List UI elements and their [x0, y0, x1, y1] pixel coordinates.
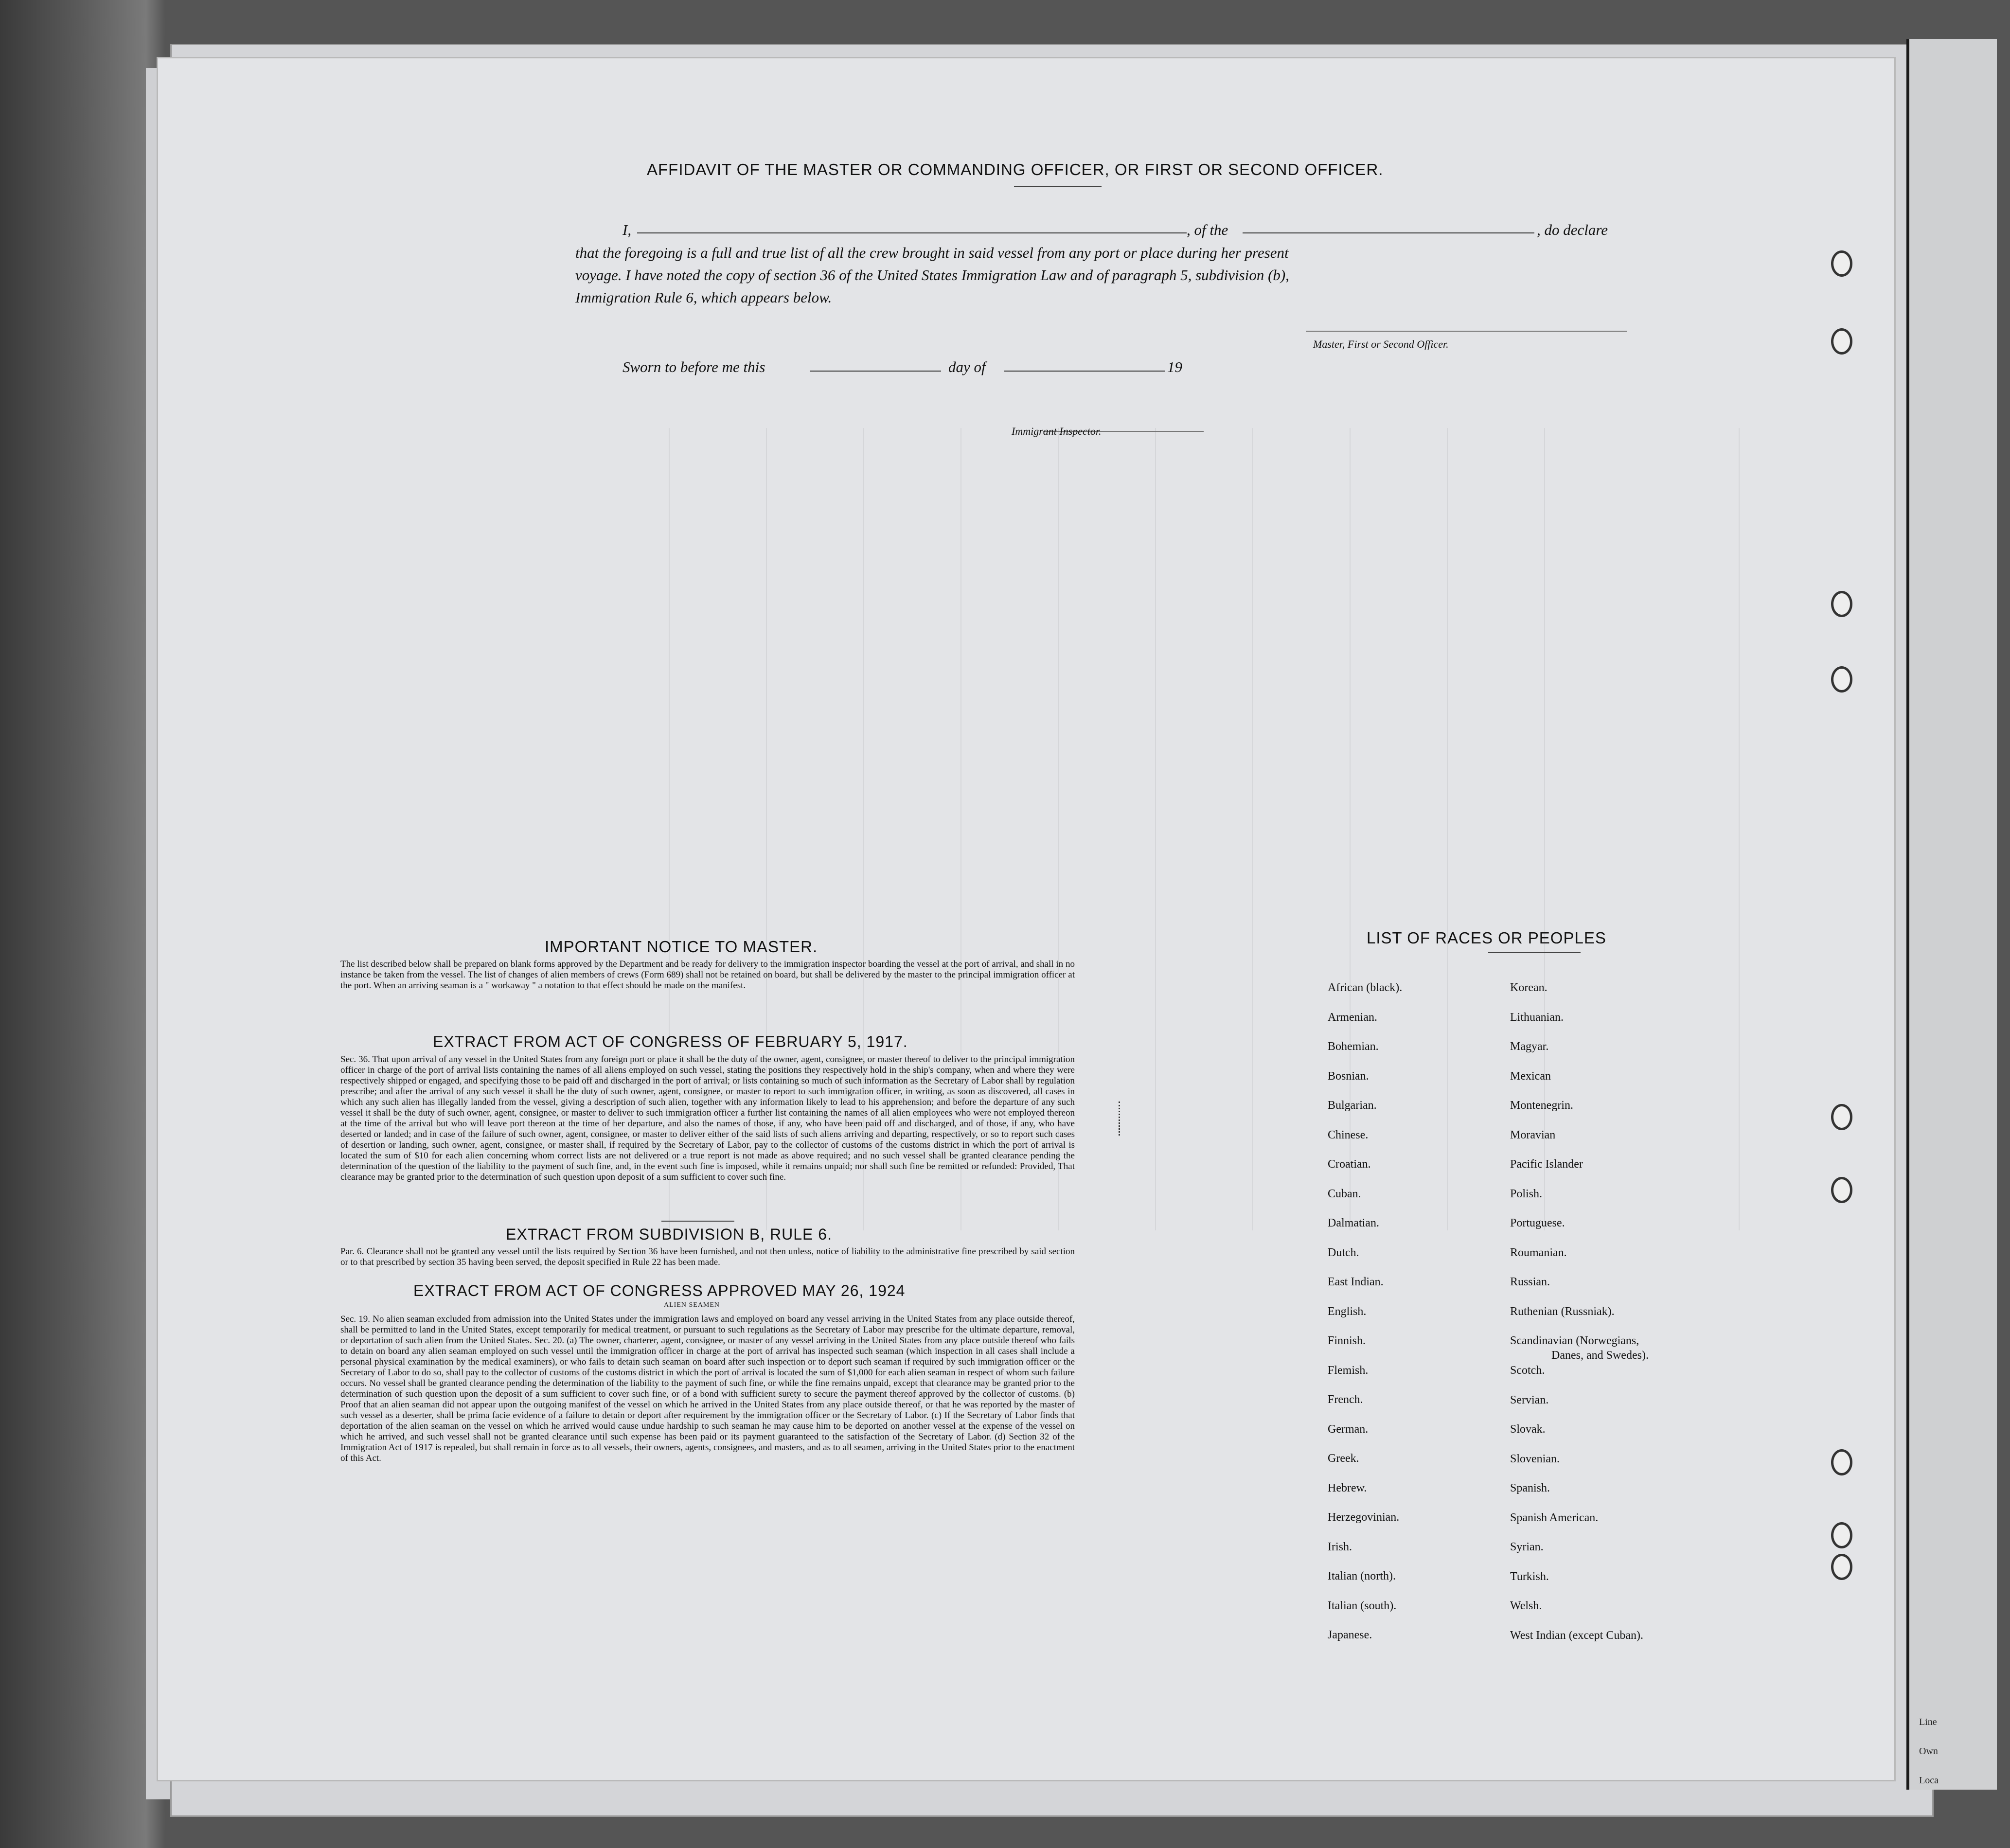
race-item: Spanish American.: [1510, 1511, 1599, 1524]
race-item: Pacific Islander: [1510, 1158, 1583, 1171]
race-item: Danes, and Swedes).: [1551, 1349, 1649, 1362]
race-item: Irish.: [1328, 1540, 1352, 1553]
affidavit-line2: that the foregoing is a full and true list of all the crew brought in said vessel from any port or place during her present: [575, 244, 1289, 261]
race-item: Bulgarian.: [1328, 1099, 1377, 1112]
race-item: Chinese.: [1328, 1128, 1369, 1141]
race-item: African (black).: [1328, 981, 1403, 994]
extract-1924-text: Sec. 19. No alien seaman excluded from admission into the United States under the immigration laws and employed on board any vessel arriving in the United States from any place outside thereof, shall be permitted to land in the United States, except temporarily for medical treatment, or pursuant to such regulations as the Secretary of Labor may prescribe for the ultimate departure, removal, or deportation of such alien from the United States. Sec. 20. (a) The owner, charterer, agent, consignee, or master of any vessel arriving in the United States from any place outside thereof who fails to detain on board any alien seaman employed on such vessel until the immigration officer in charge at the port of arrival has inspected such seaman (which inspection in all cases shall include a personal physical examination by the medical examiners), or who fails to detain such seaman on board after such inspection or to deport such seaman if required by such immigration officer or the Secretary of Labor to do so, shall pay to the collector of customs of the customs district in which the port of arrival is located the sum of $1,000 for each alien seaman in respect of whom such failure occurs. No vessel shall be granted clearance pending the determination of the liability to the payment of such fine, or while the fine remains unpaid, except that clearance may be granted prior to the determination of such question upon the deposit of a sum sufficient to cover such fine, or of a bond with sufficient surety to secure the payment thereof approved by the collector of customs. (b) Proof that an alien seaman did not appear upon the outgoing manifest of the vessel on which he arrived in the United States from any place outside thereof, or that he was reported by the master of such vessel as a deserter, shall be prima facie evidence of a failure to detain or deport after requirement by the immigration officer or the Secretary of Labor. (c) If the Secretary of Labor finds that deportation of the alien seaman on the vessel on which he arrived would cause undue hardship to such seaman he may cause him to be deported on another vessel at the expense of the vessel on which he arrived, and such vessel shall not be granted clearance until such expense has been paid or its payment guaranteed to the satisfaction of the Secretary of Labor. (d) Section 32 of the Immigration Act of 1917 is repealed, but shall remain in force as to all vessels, their owners, agents, consignees, and masters, and as to all seamen, arriving in the United States prior to the enactment of this Act.: [340, 1314, 1075, 1463]
affidavit-line4: Immigration Rule 6, which appears below.: [575, 289, 832, 306]
bleed-line: [1252, 428, 1253, 1230]
signature-line: [1306, 331, 1627, 332]
extract-1917-title: EXTRACT FROM ACT OF CONGRESS OF FEBRUARY 5, 1917.: [433, 1033, 908, 1050]
signature-label: Master, First or Second Officer.: [1313, 338, 1449, 350]
race-item: Scotch.: [1510, 1364, 1545, 1377]
binder-hole: [1831, 250, 1852, 277]
race-item: Armenian.: [1328, 1011, 1377, 1024]
binder-hole: [1831, 328, 1852, 355]
race-item: Russian.: [1510, 1276, 1550, 1288]
extract-1924-title: EXTRACT FROM ACT OF CONGRESS APPROVED MAY 26, 1924: [413, 1282, 906, 1299]
race-item: Greek.: [1328, 1452, 1359, 1465]
race-item: Portuguese.: [1510, 1217, 1565, 1229]
binder-hole: [1831, 591, 1852, 617]
section-divider: [661, 1221, 734, 1222]
race-item: Japanese.: [1328, 1629, 1372, 1641]
race-item: Finnish.: [1328, 1334, 1366, 1347]
margin-mark: [1119, 1102, 1129, 1136]
races-divider: [1488, 952, 1581, 953]
race-item: French.: [1328, 1393, 1363, 1406]
race-item: Polish.: [1510, 1187, 1543, 1200]
extract-rule6-text: Par. 6. Clearance shall not be granted any vessel until the lists required by Section 36 have been furnished, and not then unless, notice of liability to the administrative fine prescribed by said section or to that prescribed by section 35 having been served, the deposit specified in Rule 22 has been made.: [340, 1246, 1075, 1267]
race-item: Flemish.: [1328, 1364, 1369, 1377]
bleed-line: [1739, 428, 1740, 1230]
race-item: German.: [1328, 1422, 1369, 1436]
affidavit-page: [158, 58, 1894, 1780]
sworn-year: 19: [1167, 358, 1182, 375]
race-item: Roumanian.: [1510, 1246, 1567, 1259]
edge-label-owner: Own: [1919, 1746, 1938, 1757]
adjacent-page-strip: [1906, 39, 1997, 1790]
extract-1924-subtitle: ALIEN SEAMEN: [664, 1301, 720, 1309]
bleed-line: [1155, 428, 1156, 1230]
race-item: Turkish.: [1510, 1570, 1549, 1583]
race-item: Lithuanian.: [1510, 1011, 1564, 1024]
race-item: Slovenian.: [1510, 1452, 1560, 1465]
race-item: Scandinavian (Norwegians,: [1510, 1334, 1639, 1347]
race-item: English.: [1328, 1305, 1367, 1318]
bleed-line: [1447, 428, 1448, 1230]
race-item: Spanish.: [1510, 1482, 1550, 1494]
notice-title: IMPORTANT NOTICE TO MASTER.: [545, 938, 818, 956]
binder-hole: [1831, 1522, 1852, 1548]
binder-hole: [1831, 1449, 1852, 1475]
sworn-day-label: day of: [948, 358, 986, 375]
race-item: Welsh.: [1510, 1599, 1542, 1612]
notice-text: The list described below shall be prepared on blank forms approved by the Department and be ready for delivery to the immigration inspector boarding the vessel at the port of arrival, and shall in no instance be taken from the vessel. The list of changes of alien members of crews (Form 689) shall not be retained on board, but shall be delivered by the master to the principal immigration officer at the port. When an arriving seaman is a " workaway " a notation to that effect should be made on the manifest.: [340, 959, 1075, 991]
race-item: Dutch.: [1328, 1246, 1359, 1259]
race-item: Croatian.: [1328, 1158, 1371, 1171]
vessel-blank: [1243, 232, 1534, 233]
race-item: Slovak.: [1510, 1423, 1546, 1436]
affidavit-line1-end: , do declare: [1537, 221, 1608, 238]
race-item: Mexican: [1510, 1069, 1551, 1083]
sworn-month-blank: [1004, 371, 1165, 372]
affidavit-title: AFFIDAVIT OF THE MASTER OR COMMANDING OFFICER, OR FIRST OR SECOND OFFICER.: [647, 160, 1384, 178]
binder-hole: [1831, 1554, 1852, 1580]
race-item: Herzegovinian.: [1328, 1511, 1400, 1524]
inspector-label: Immigrant Inspector.: [1012, 425, 1102, 437]
race-item: Cuban.: [1328, 1187, 1361, 1200]
binder-hole: [1831, 1177, 1852, 1203]
extract-rule6-title: EXTRACT FROM SUBDIVISION B, RULE 6.: [506, 1226, 832, 1243]
race-item: Magyar.: [1510, 1040, 1549, 1053]
race-item: Syrian.: [1510, 1541, 1544, 1553]
binder-hole: [1831, 666, 1852, 693]
affidavit-line1-start: I,: [623, 221, 632, 238]
race-item: East Indian.: [1328, 1276, 1384, 1288]
affidavit-line3: voyage. I have noted the copy of section 36 of the United States Immigration Law and of paragraph 5, subdivision (b),: [575, 267, 1289, 284]
race-item: West Indian (except Cuban).: [1510, 1629, 1643, 1642]
edge-label-location: Loca: [1919, 1775, 1939, 1786]
name-blank: [637, 232, 1187, 233]
race-item: Bosnian.: [1328, 1069, 1369, 1083]
title-divider: [1014, 186, 1102, 187]
race-item: Moravian: [1510, 1128, 1556, 1141]
edge-label-line: Line: [1919, 1717, 1937, 1727]
race-item: Bohemian.: [1328, 1040, 1379, 1053]
race-item: Korean.: [1510, 981, 1548, 994]
race-item: Montenegrin.: [1510, 1099, 1573, 1112]
races-title: LIST OF RACES OR PEOPLES: [1367, 929, 1606, 947]
sworn-prefix: Sworn to before me this: [623, 358, 765, 375]
binder-hole: [1831, 1104, 1852, 1130]
race-item: Dalmatian.: [1328, 1217, 1379, 1229]
race-item: Ruthenian (Russniak).: [1510, 1305, 1615, 1318]
extract-1917-text: Sec. 36. That upon arrival of any vessel in the United States from any foreign port or place it shall be the duty of the owner, agent, consignee, or master thereof to deliver to the principal immigration officer in charge of the port of arrival lists containing the names of all aliens employed on such vessel, stating the positions they respectively hold in the ship's company, when and where they were respectively shipped or engaged, and specifying those to be paid off and discharged in the port of arrival; or lists containing so much of such information as the Secretary of Labor shall by regulation prescribe; and after the arrival of any such vessel it shall be the duty of such owner, agent, consignee, or master to report to such immigration officer, in writing, as soon as discovered, all cases in which any such alien has illegally landed from the vessel, giving a description of such alien, together with any information likely to lead to his apprehension; and before the departure of any such vessel it shall be the duty of such owner, agent, consignee, or master to deliver to such immigration officer a further list containing the names of all alien employees who were not employed thereon at the time of the arrival but who will leave port thereon at the time of her departure, and also the names of those, if any, who have been paid off and discharged, and of those, if any, who have deserted or landed; and in case of the failure of such owner, agent, consignee, or master to deliver either of the said lists of such aliens arriving and departing, respectively, or so to report such cases of desertion or landing, such owner, agent, consignee, or master shall, if required by the Secretary of Labor, pay to the collector of customs of the customs district in which the port of arrival is located the sum of $10 for each alien concerning whom correct lists are not delivered or a true report is not made as above required; and no such vessel shall be granted clearance pending the determination of the question of the liability to the payment of such fine, and, in the event such fine is imposed, while it remains unpaid; nor shall such fine be remitted or refunded: Provided, That clearance may be granted prior to the determination of such question upon deposit of a sum sufficient to cover such fine.: [340, 1054, 1075, 1182]
race-item: Servian.: [1510, 1393, 1549, 1406]
sworn-day-blank: [810, 371, 941, 372]
race-item: Hebrew.: [1328, 1481, 1367, 1494]
race-item: Italian (south).: [1328, 1599, 1397, 1612]
race-item: Italian (north).: [1328, 1570, 1396, 1582]
affidavit-line1-mid: , of the: [1187, 221, 1228, 238]
